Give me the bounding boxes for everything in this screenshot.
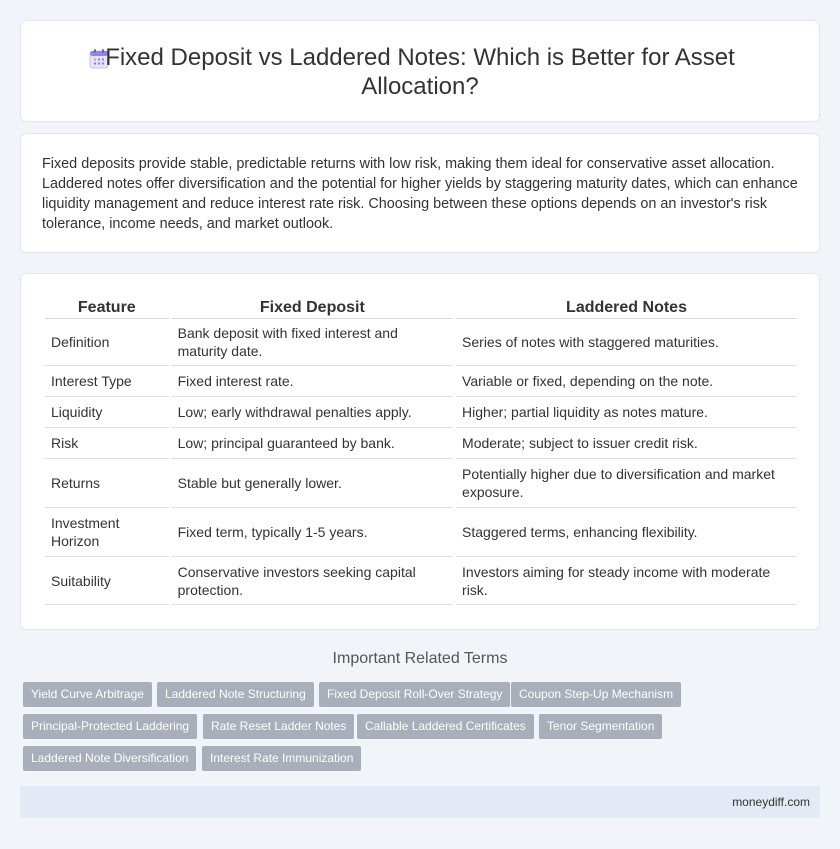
row-fixed-deposit: Fixed interest rate. (172, 366, 453, 397)
row-laddered-notes: Higher; partial liquidity as notes mature. (456, 397, 797, 428)
table-row (45, 557, 797, 605)
row-feature: Interest Type (45, 366, 169, 397)
related-term-tag[interactable]: Interest Rate Immunization (202, 746, 361, 771)
related-term-tag[interactable]: Yield Curve Arbitrage (23, 682, 152, 707)
row-laddered-notes: Variable or fixed, depending on the note. (456, 366, 797, 397)
header-fixed-deposit: Fixed Deposit (172, 296, 453, 319)
header-laddered-notes: Laddered Notes (456, 296, 797, 319)
page-title: Fixed Deposit vs Laddered Notes: Which is Better for Asset Allocation? (105, 44, 735, 100)
row-fixed-deposit: Bank deposit with fixed interest and maturity date. (172, 319, 453, 366)
table-row (45, 366, 797, 397)
table-row (45, 397, 797, 428)
intro-card (20, 133, 820, 253)
row-feature: Risk (45, 428, 169, 459)
row-feature: Returns (45, 459, 169, 508)
row-feature: Investment Horizon (45, 508, 169, 557)
row-fixed-deposit: Fixed term, typically 1-5 years. (172, 508, 453, 557)
row-fixed-deposit: Conservative investors seeking capital protection. (172, 557, 453, 605)
row-feature: Definition (45, 319, 169, 366)
intro-paragraph: Fixed deposits provide stable, predictable returns with low risk, making them ideal for conservative asset allocation. Laddered notes offer diversification and the potential for higher yields by staggering maturity dates, which can enhance liquidity management and reduce interest rate risk. Choosing between these options depends on an investor's risk tolerance, income needs, and market outlook. (42, 156, 798, 232)
table-row (45, 428, 797, 459)
table-row (45, 508, 797, 557)
related-term-tag[interactable]: Laddered Note Structuring (157, 682, 314, 707)
table-row (45, 459, 797, 508)
related-term-tag[interactable]: Laddered Note Diversification (23, 746, 196, 771)
related-term-tag[interactable]: Fixed Deposit Roll-Over Strategy (319, 682, 510, 707)
table-row (45, 319, 797, 366)
related-term-tag[interactable]: Coupon Step-Up Mechanism (511, 682, 681, 707)
row-fixed-deposit: Stable but generally lower. (172, 459, 453, 508)
related-term-tag[interactable]: Callable Laddered Certificates (357, 714, 534, 739)
row-laddered-notes: Staggered terms, enhancing flexibility. (456, 508, 797, 557)
related-term-tag[interactable]: Principal-Protected Laddering (23, 714, 197, 739)
related-terms-title: Important Related Terms (332, 650, 508, 667)
row-laddered-notes: Investors aiming for steady income with moderate risk. (456, 557, 797, 605)
row-laddered-notes: Series of notes with staggered maturities. (456, 319, 797, 366)
comparison-card (20, 273, 820, 630)
row-fixed-deposit: Low; principal guaranteed by bank. (172, 428, 453, 459)
related-term-tag[interactable]: Tenor Segmentation (539, 714, 662, 739)
row-feature: Liquidity (45, 397, 169, 428)
row-feature: Suitability (45, 557, 169, 605)
comparison-table (42, 296, 800, 605)
footer (20, 786, 820, 818)
related-term-tag[interactable]: Rate Reset Ladder Notes (203, 714, 354, 739)
header-feature: Feature (45, 296, 169, 319)
row-laddered-notes: Potentially higher due to diversification and market exposure. (456, 459, 797, 508)
row-laddered-notes: Moderate; subject to issuer credit risk. (456, 428, 797, 459)
table-header-row (45, 296, 797, 319)
footer-site-name[interactable]: moneydiff.com (732, 795, 810, 809)
title-card (20, 20, 820, 122)
row-fixed-deposit: Low; early withdrawal penalties apply. (172, 397, 453, 428)
